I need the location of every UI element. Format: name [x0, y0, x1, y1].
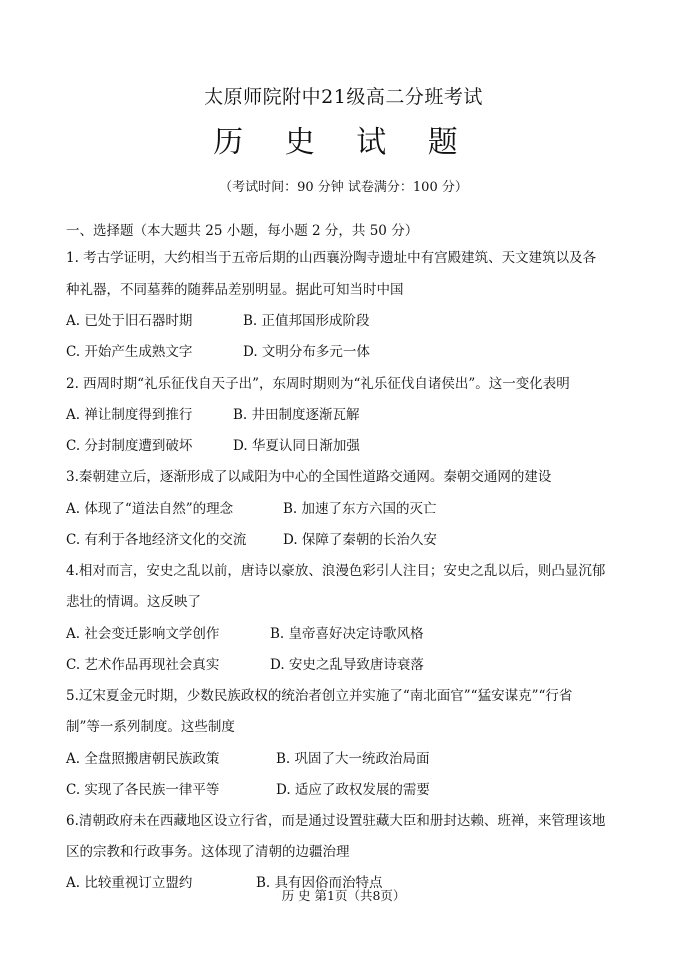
question-2-option-c: C. 分封制度遭到破坏 — [66, 438, 193, 454]
question-1-option-c: C. 开始产生成熟文字 — [66, 344, 193, 360]
question-6-stem-line-1: 6.清朝政府未在西藏地区设立行省，而是通过设置驻藏大臣和册封达赖、班禅，来管理该地 — [66, 813, 606, 829]
section-heading: 一、选择题（本大题共 25 小题，每小题 2 分，共 50 分） — [66, 223, 419, 239]
question-6-option-b: B. 具有因俗而治特点 — [256, 875, 383, 891]
question-1-option-a: A. 已处于旧石器时期 — [66, 313, 193, 329]
question-5-option-c: C. 实现了各民族一律平等 — [66, 782, 220, 798]
question-3-stem-line-1: 3.秦朝建立后，逐渐形成了以咸阳为中心的全国性道路交通网。秦朝交通网的建设 — [66, 469, 552, 485]
question-1-stem-line-1: 1. 考古学证明，大约相当于五帝后期的山西襄汾陶寺遗址中有宫殿建筑、天文建筑以及各 — [66, 250, 597, 266]
question-4-stem-line-1: 4.相对而言，安史之乱以前，唐诗以豪放、浪漫色彩引人注目；安史之乱以后，则凸显沉郁 — [66, 563, 606, 579]
page-footer: 历 史 第1页（共8页） — [281, 888, 406, 903]
question-4-option-c: C. 艺术作品再现社会真实 — [66, 657, 220, 673]
question-1-option-b: B. 正值邦国形成阶段 — [243, 313, 370, 329]
question-5-option-d: D. 适应了政权发展的需要 — [276, 782, 430, 798]
question-3-option-c: C. 有利于各地经济文化的交流 — [66, 532, 247, 548]
question-1-stem-line-2: 种礼器，不同墓葬的随葬品差别明显。据此可知当时中国 — [66, 282, 404, 298]
question-2-option-a: A. 禅让制度得到推行 — [66, 407, 193, 423]
question-5-option-a: A. 全盘照搬唐朝民族政策 — [66, 751, 220, 767]
question-2-option-d: D. 华夏认同日渐加强 — [233, 438, 360, 454]
question-6-option-a: A. 比较重视订立盟约 — [66, 875, 193, 891]
question-5-option-b: B. 巩固了大一统政治局面 — [276, 751, 430, 767]
question-1-option-d: D. 文明分布多元一体 — [243, 344, 370, 360]
question-4-option-a: A. 社会变迁影响文学创作 — [66, 626, 220, 642]
school-exam-title: 太原师院附中21级高二分班考试 — [204, 86, 483, 108]
question-6-stem-line-2: 区的宗教和行政事务。这体现了清朝的边疆治理 — [66, 844, 350, 860]
question-3-option-b: B. 加速了东方六国的灭亡 — [283, 501, 437, 517]
question-4-option-b: B. 皇帝喜好决定诗歌风格 — [270, 626, 424, 642]
question-5-stem-line-1: 5.辽宋夏金元时期，少数民族政权的统治者创立并实施了“南北面官”“猛安谋克”“行省 — [66, 688, 573, 704]
exam-time-score-info: （考试时间：90 分钟 试卷满分：100 分） — [219, 180, 468, 195]
question-2-stem-line-1: 2. 西周时期“礼乐征伐自天子出”，东周时期则为“礼乐征伐自诸侯出”。这一变化表明 — [66, 376, 570, 392]
question-3-option-a: A. 体现了“道法自然”的理念 — [66, 501, 234, 517]
subject-title: 历 史 试 题 — [213, 125, 474, 160]
question-4-option-d: D. 安史之乱导致唐诗衰落 — [270, 657, 424, 673]
question-5-stem-line-2: 制”等一系列制度。这些制度 — [66, 719, 235, 735]
question-4-stem-line-2: 悲壮的情调。这反映了 — [66, 594, 201, 610]
question-2-option-b: B. 井田制度逐渐瓦解 — [233, 407, 360, 423]
question-3-option-d: D. 保障了秦朝的长治久安 — [283, 532, 437, 548]
